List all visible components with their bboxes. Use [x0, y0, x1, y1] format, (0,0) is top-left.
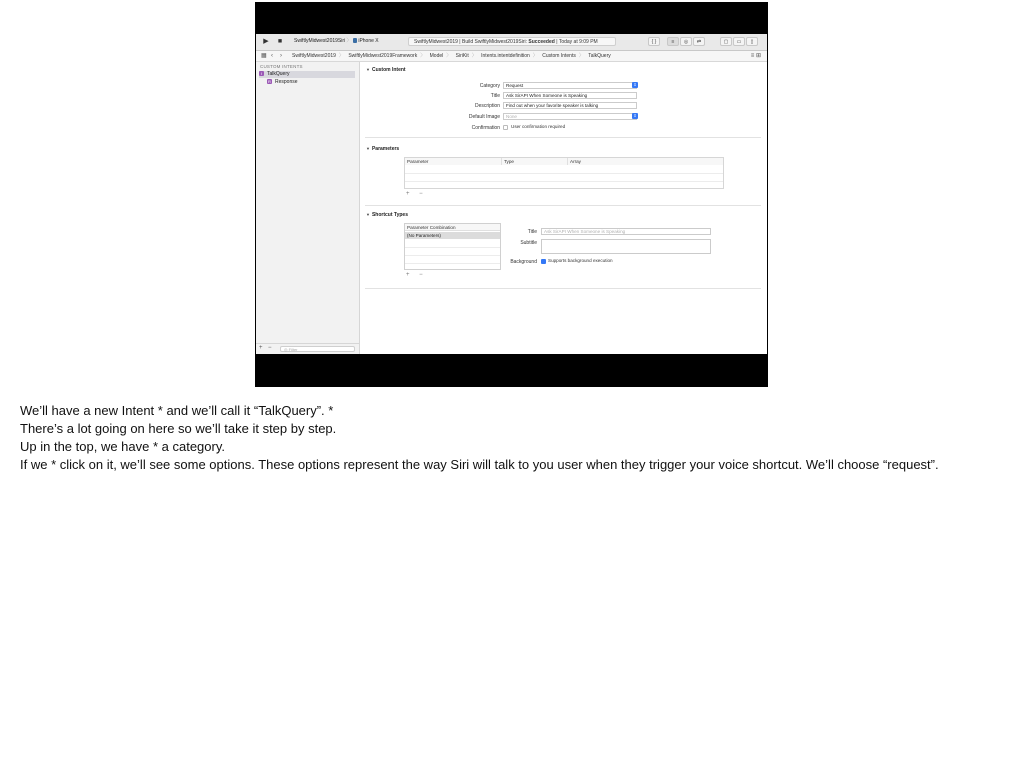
breadcrumb-sirikit[interactable]: SiriKit	[455, 53, 469, 59]
section-divider	[365, 137, 761, 138]
xcode-window	[256, 34, 767, 354]
disclosure-triangle-icon: ▼	[366, 212, 370, 217]
assistant-editor-button[interactable]: ◎	[680, 37, 692, 46]
screenshot-frame	[255, 2, 768, 387]
title-field[interactable]: Ask SirAPI When Someone is Speaking	[503, 92, 637, 99]
scheme-selector[interactable]: SwiftlyMidwest2019Siri 〉 iPhone X	[294, 38, 379, 44]
device-name: iPhone X	[358, 38, 379, 44]
parameters-section-title[interactable]: ▼ Parameters	[366, 146, 400, 152]
subtitle-field[interactable]	[541, 239, 711, 254]
sidebar-item-response[interactable]	[267, 79, 298, 86]
run-icon[interactable]: ▶	[263, 38, 269, 45]
status-project: SwiftlyMidwest2019	[414, 39, 458, 45]
filter-placeholder: Filter	[288, 347, 298, 352]
breadcrumb-file[interactable]: Intents.intentdefinition	[481, 53, 530, 59]
table-row	[405, 181, 723, 182]
sidebar-item-talkquery[interactable]	[259, 71, 355, 78]
sidebar-item-label: Response	[275, 79, 298, 85]
default-image-label: Default Image	[468, 114, 500, 120]
confirmation-label: Confirmation	[471, 125, 500, 131]
breadcrumb-model[interactable]: Model	[429, 53, 444, 59]
shortcut-types-section-title[interactable]: ▼ Shortcut Types	[366, 212, 408, 218]
library-button[interactable]: { }	[648, 37, 660, 46]
related-items-icon[interactable]: ▦	[261, 53, 267, 59]
response-badge-icon: R	[268, 79, 271, 85]
status-result: Succeeded	[528, 39, 555, 45]
background-label: Background	[510, 259, 537, 265]
speaker-notes	[20, 402, 1010, 474]
column-header-parameter[interactable]: Parameter	[405, 158, 502, 165]
note-line: If we * click on it, we’ll see some options. These options represent the way Siri will talk to you user when they trigger your voice shortcut. We’ll choose “request”.	[20, 457, 939, 472]
breadcrumb-talkquery[interactable]: TalkQuery	[588, 53, 611, 59]
back-chevron-icon[interactable]: ‹	[271, 53, 273, 59]
activity-status: SwiftlyMidwest2019 | Build SwiftlyMidwest2019Siri: Succeeded | Today at 9:09 PM	[408, 37, 616, 46]
disclosure-triangle-icon: ▼	[366, 67, 370, 72]
intent-list-sidebar	[256, 62, 360, 354]
toolbar	[256, 34, 767, 51]
navigator-toggle-button[interactable]: ▢	[720, 37, 732, 46]
breadcrumb-custom-intents[interactable]: Custom Intents	[542, 53, 576, 59]
category-label: Category	[479, 83, 500, 89]
stop-icon[interactable]: ■	[277, 38, 283, 45]
note-line: We’ll have a new Intent * and we’ll call it “TalkQuery”. *	[20, 403, 334, 418]
intent-editor	[360, 62, 767, 354]
breadcrumb: SwiftlyMidwest2019 〉 SwiftlyMidwest2019Framework 〉 Model 〉 SiriKit 〉 Intents.intentdefinition 〉 Custom Intents 〉 TalkQuery	[292, 53, 611, 59]
confirmation-text: User confirmation required	[511, 124, 566, 129]
jump-bar	[256, 51, 767, 62]
confirmation-checkbox[interactable]	[503, 125, 508, 130]
device-icon	[353, 38, 357, 43]
section-divider	[365, 205, 761, 206]
note-line: Up in the top, we have * a category.	[20, 439, 225, 454]
chevron-updown-icon[interactable]: ⇕	[633, 113, 637, 118]
version-editor-button[interactable]: ⇄	[693, 37, 705, 46]
background-checkbox[interactable]	[541, 259, 546, 264]
breadcrumb-framework[interactable]: SwiftlyMidwest2019Framework	[348, 53, 418, 59]
jump-bar-right-icons	[751, 51, 761, 61]
chevron-updown-icon[interactable]: ⇕	[633, 82, 637, 87]
disclosure-triangle-icon: ▼	[366, 146, 370, 151]
custom-intent-section-title[interactable]: ▼ Custom Intent	[366, 67, 406, 73]
add-editor-icon[interactable]: ⊞	[755, 53, 761, 59]
subtitle-label: Subtitle	[520, 240, 537, 246]
shortcut-title-label: Title	[527, 229, 537, 235]
note-line: There’s a lot going on here so we’ll take it step by step.	[20, 421, 337, 436]
add-intent-button[interactable]: +	[259, 345, 263, 351]
default-image-popup[interactable]: None	[503, 113, 637, 120]
parameters-table	[404, 157, 724, 189]
shortcut-add-remove-buttons[interactable]: + −	[406, 272, 427, 278]
table-row[interactable]: (No Parameters)	[405, 232, 500, 239]
status-action: Build SwiftlyMidwest2019Siri:	[461, 39, 528, 45]
breadcrumb-project[interactable]: SwiftlyMidwest2019	[292, 53, 336, 59]
description-field[interactable]: Find out when your favorite speaker is talking	[503, 102, 637, 109]
description-label: Description	[474, 103, 500, 109]
inspector-toggle-button[interactable]: ▯	[746, 37, 758, 46]
lines-icon[interactable]: ≡	[750, 53, 755, 59]
column-header-type[interactable]: Type	[502, 158, 568, 165]
filter-input[interactable]: ◎ Filter	[280, 346, 355, 352]
table-row	[405, 255, 500, 256]
sidebar-item-label: TalkQuery	[267, 71, 290, 77]
sidebar-bottom-bar	[256, 343, 359, 354]
table-row	[405, 247, 500, 248]
scheme-name: SwiftlyMidwest2019Siri	[294, 38, 346, 44]
column-header-array[interactable]: Array	[568, 158, 723, 165]
shortcut-title-field[interactable]: Ask SirAPI When Someone is Speaking	[541, 228, 711, 235]
background-text: Supports background execution	[548, 258, 613, 263]
title-label: Title	[490, 93, 500, 99]
sidebar-section-title: CUSTOM INTENTS	[260, 64, 303, 69]
status-time: Today at 9:09 PM	[558, 39, 598, 45]
remove-intent-button[interactable]: −	[268, 345, 272, 351]
debug-area-toggle-button[interactable]: ▭	[733, 37, 745, 46]
forward-chevron-icon[interactable]: ›	[280, 53, 282, 59]
category-popup[interactable]: Request	[503, 82, 637, 89]
table-row	[405, 173, 723, 174]
section-divider	[365, 288, 761, 289]
parameters-add-remove-buttons[interactable]: + −	[406, 191, 427, 197]
column-header-parameter-combination[interactable]: Parameter Combination	[405, 224, 500, 231]
standard-editor-button[interactable]: ≡	[667, 37, 679, 46]
intent-badge-icon: I	[260, 71, 263, 77]
